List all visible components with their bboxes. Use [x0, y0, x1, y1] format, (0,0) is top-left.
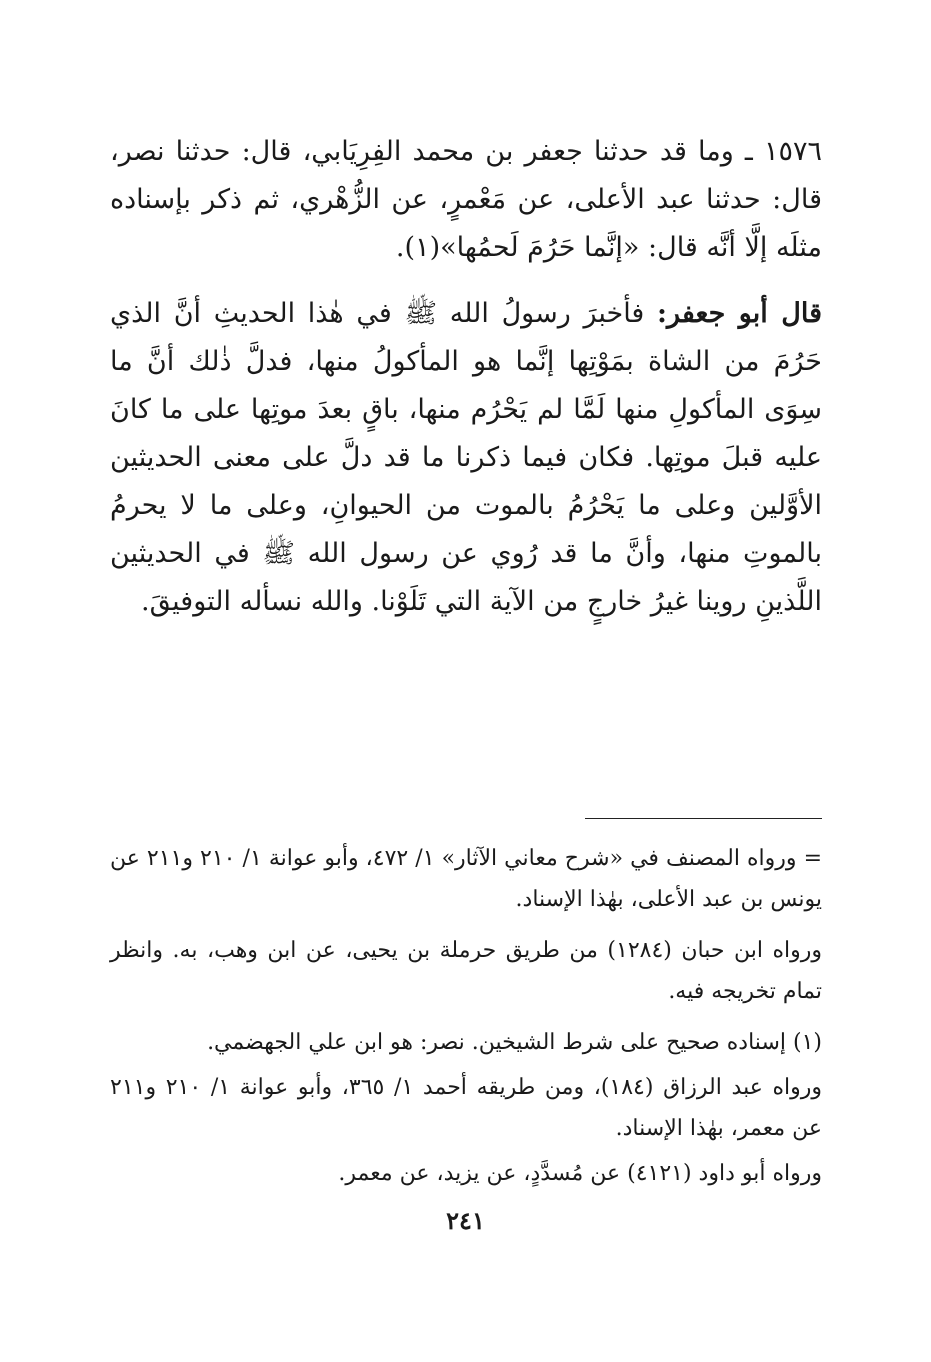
commentary-text: فأخبرَ رسولُ الله ﷺ في هٰذا الحديثِ أنَّ الذي حَرُمَ من الشاة بمَوْتِها إنَّما هو المأكولُ منها، فدلَّ ذٰلك أنَّ ما سِوَى المأكولِ منها لَمَّا لم يَحْرُم منها، باقٍ بعدَ موتِها على ما كانَ عليه قبلَ موتِها. فكان فيما ذكرنا ما قد دلَّ على معنى الحديثين الأوَّلين وعلى ما يَحْرُمُ بالموت من الحيوانِ، وعلى ما لا يحرمُ بالموتِ منها، وأنَّ ما قد رُوي عن رسول الله ﷺ في الحديثين اللَّذينِ روينا غيرُ خارجٍ من الآية التي تَلَوْنا. والله نسأله التوفيقَ. [110, 298, 822, 617]
footnote-abdurrazzaq: ورواه عبد الرزاق (١٨٤)، ومن طريقه أحمد ١/ ٣٦٥، وأبو عوانة ١/ ٢١٠ و٢١١ عن معمر، بهٰذا الإسناد. [110, 1075, 823, 1141]
footnote-abu-dawud: ورواه أبو داود (٤١٢١) عن مُسدَّدٍ، عن يزيد، عن معمر. [338, 1161, 822, 1186]
footnote-separator [585, 818, 822, 819]
footnotes [110, 838, 822, 1204]
hadith-paragraph-2 [110, 290, 822, 626]
footnote-1: (١) إسناده صحيح على شرط الشيخين. نصر: هو ابن علي الجهضمي. [207, 1030, 822, 1055]
page-number: ٢٤١ [446, 1206, 485, 1235]
speaker-lead: قال أبو جعفر: [657, 298, 822, 329]
footnote-continuation: = ورواه المصنف في «شرح معاني الآثار» ١/ ٤٧٢، وأبو عوانة ١/ ٢١٠ و٢١١ عن يونس بن عبد الأعلى، بهٰذا الإسناد. [110, 846, 823, 912]
hadith-paragraph-1: ١٥٧٦ ـ وما قد حدثنا جعفر بن محمد الفِرِيَابي، قال: حدثنا نصر، قال: حدثنا عبد الأعلى، عن مَعْمرٍ، عن الزُّهْري، ثم ذكر بإسناده مثلَه إلَّا أنَّه قال: «إنَّما حَرُمَ لَحمُها»(١). [110, 136, 822, 263]
footnote-ibn-hibban: ورواه ابن حبان (١٢٨٤) من طريق حرملة بن يحيى، عن ابن وهب، به. وانظر تمام تخريجه فيه. [110, 938, 823, 1004]
